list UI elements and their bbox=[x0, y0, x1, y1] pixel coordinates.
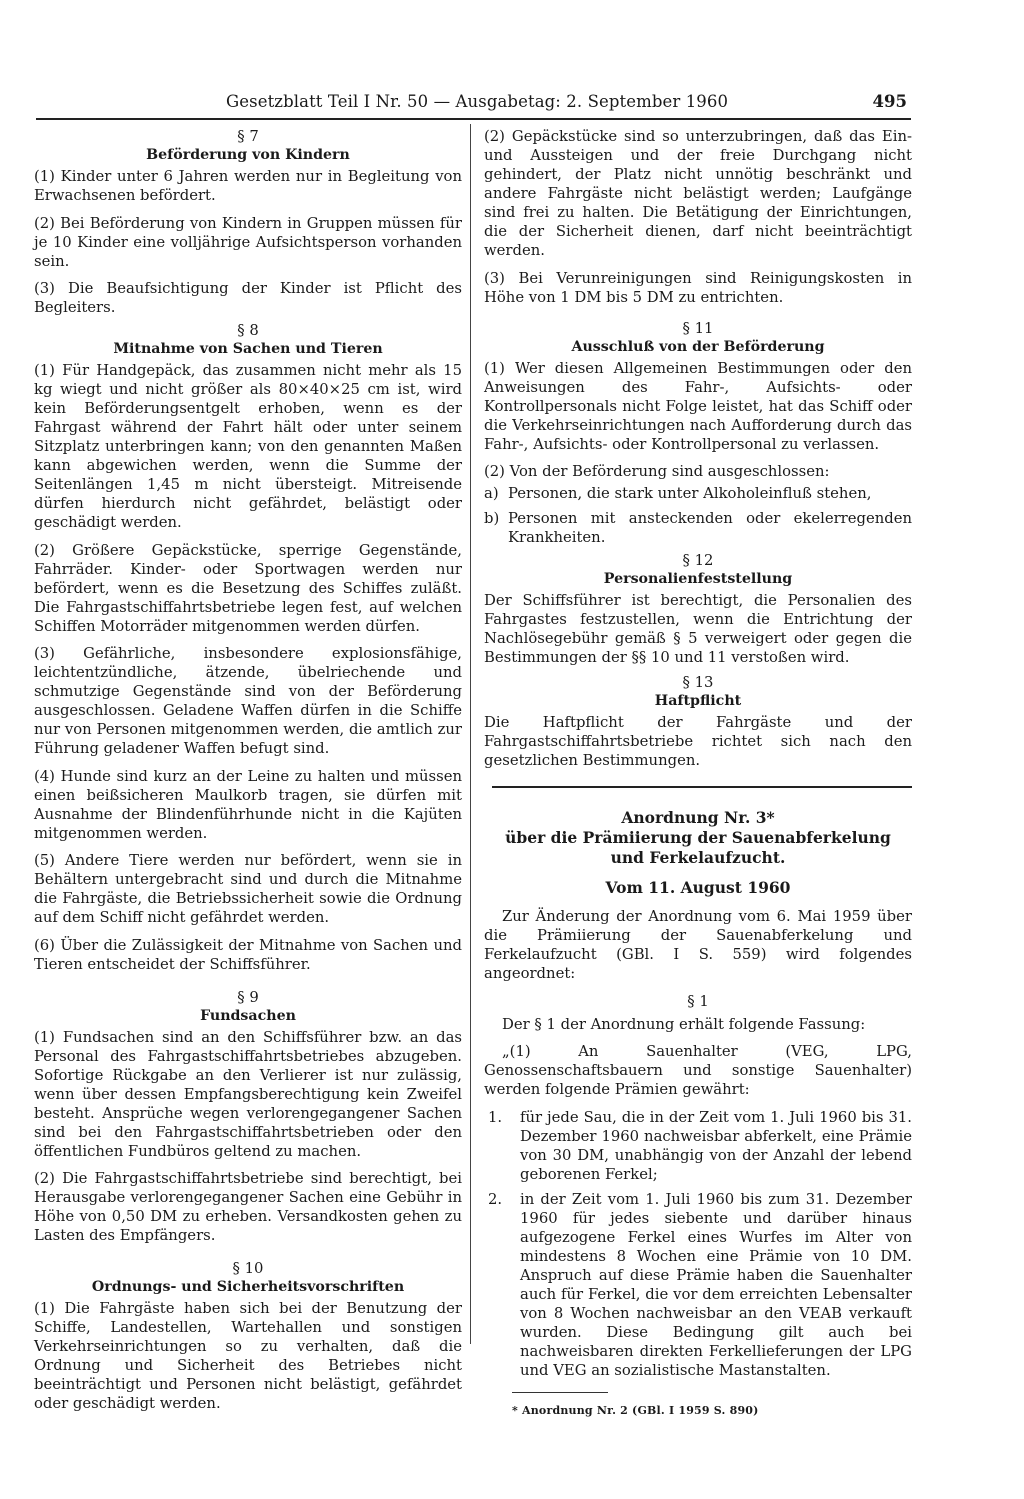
section-7-paragraph: (1) Kinder unter 6 Jahren werden nur in Begleitung von Erwachsenen befördert. bbox=[34, 168, 462, 204]
page-number: 495 bbox=[872, 92, 907, 111]
list-item bbox=[484, 509, 912, 547]
section-8-heading: Mitnahme von Sachen und Tieren bbox=[113, 341, 383, 357]
list-marker: 2. bbox=[488, 1190, 503, 1208]
section-13-number: § 13 bbox=[682, 674, 714, 691]
right-column bbox=[484, 127, 912, 1420]
section-8-paragraph: (2) Größere Gepäckstücke, sperrige Gegenstände, Fahrräder. Kinder- oder Sportwagen werden nur befördert, wenn es die Besetzung des Schiffes zuläßt. Die Fahrgastschiffahrtsbetriebe legen fest, auf welchen Schiffen Motorräder mitgenommen werden dürfen. bbox=[34, 541, 462, 635]
ordinance-title: und Ferkelaufzucht. bbox=[610, 848, 786, 868]
section-8-paragraph: (6) Über die Zulässigkeit der Mitnahme von Sachen und Tieren entscheidet der Schiffsführer. bbox=[34, 936, 462, 973]
section-8-number: § 8 bbox=[237, 322, 259, 339]
list-item bbox=[484, 1190, 912, 1380]
section-10-number: § 10 bbox=[232, 1260, 264, 1277]
section-10-heading: Ordnungs- und Sicherheitsvorschriften bbox=[91, 1279, 405, 1295]
footnote: * Anordnung Nr. 2 (GBl. I 1959 S. 890) bbox=[512, 1403, 759, 1417]
header-rule bbox=[36, 118, 911, 120]
ordinance-title: Anordnung Nr. 3* bbox=[621, 808, 775, 828]
list-marker: 1. bbox=[488, 1108, 503, 1126]
section-10-paragraph: (2) Gepäckstücke sind so unterzubringen, daß das Ein- und Aussteigen und der freie Durchgang nicht gehindert, der Platz nicht unnötig beschränkt und andere Fahrgäste nicht belästigt werden; Laufgänge sind frei zu halten. Die Betätigung der Einrichtungen, die der Sicherheit dienen, darf nicht beeinträchtigt werden. bbox=[484, 128, 912, 259]
section-11-number: § 11 bbox=[682, 319, 714, 337]
list-item bbox=[484, 1108, 912, 1184]
list-text: für jede Sau, die in der Zeit vom 1. Juli 1960 bis 31. Dezember 1960 nachweisbar abferkelt, eine Prämie von 30 DM, unabhängig von der Anzahl der lebend geborenen Ferkel; bbox=[520, 1108, 912, 1183]
ordinance-section-1-number: § 1 bbox=[687, 992, 709, 1010]
section-10-paragraph: (1) Die Fahrgäste haben sich bei der Benutzung der Schiffe, Landestellen, Wartehallen und sonstigen Verkehrseinrichtungen so zu verhalten, daß die Ordnung und Sicherheit des Betriebes nicht beeinträchtigt und Personen nicht belästigt, gefährdet oder geschädigt werden. bbox=[34, 1300, 462, 1412]
footnote-rule bbox=[512, 1392, 608, 1393]
section-9-paragraph: (1) Fundsachen sind an den Schiffsführer bzw. an das Personal des Fahrgastschiffahrtsbetriebes abzugeben. Sofortige Rückgabe an den Verlierer ist nur zulässig, wenn über dessen Empfangsberechtigung kein Zweifel besteht. Ansprüche wegen verlorengegangener Sachen sind bei den Fahrgastschiffahrtsbetrieben oder den öffentlichen Fundbüros geltend zu machen. bbox=[34, 1028, 462, 1160]
column-divider bbox=[470, 124, 471, 1344]
section-11-paragraph: (1) Wer diesen Allgemeinen Bestimmungen oder den Anweisungen des Fahr-, Aufsichts- oder Kontrollpersonals nicht Folge leistet, hat das Schiff oder die Verkehrseinrichtungen nach Aufforderung durch das Fahr-, Aufsichts- oder Kontrollpersonal zu verlassen. bbox=[484, 359, 912, 453]
section-8-paragraph: (4) Hunde sind kurz an der Leine zu halten und müssen einen beißsicheren Maulkorb tragen, sie dürfen mit Ausnahme der Blindenführhunde nicht in die Kajüten mitgenommen werden. bbox=[34, 767, 462, 842]
list-marker: a) bbox=[484, 485, 499, 502]
ordinance-paragraph: Der § 1 der Anordnung erhält folgende Fassung: bbox=[502, 1015, 866, 1033]
ordinance-paragraph: „(1) An Sauenhalter (VEG, LPG, Genossenschaftsbauern und sonstige Sauenhalter) werden folgende Prämien gewährt: bbox=[484, 1043, 912, 1099]
section-13-heading: Haftpflicht bbox=[654, 693, 742, 709]
section-9-paragraph: (2) Die Fahrgastschiffahrtsbetriebe sind berechtigt, bei Herausgabe verlorengegangener Sachen eine Gebühr in Höhe von 0,50 DM zu erheben. Versandkosten gehen zu Lasten des Empfängers. bbox=[34, 1170, 462, 1244]
section-8-paragraph: (3) Gefährliche, insbesondere explosionsfähige, leichtentzündliche, ätzende, übelriechende und schmutzige Gegenstände sind von der Beförderung ausgeschlossen. Geladene Waffen dürfen in die Schiffe nur von Personen mitgenommen werden, die amtlich zur Führung geladener Waffen befugt sind. bbox=[34, 645, 462, 757]
ordinance-title: über die Prämiierung der Sauenabferkelung bbox=[505, 828, 891, 848]
section-12-number: § 12 bbox=[682, 552, 714, 569]
header-title: Gesetzblatt Teil I Nr. 50 — Ausgabetag: 2. September 1960 bbox=[226, 92, 729, 111]
section-12-heading: Personalienfeststellung bbox=[603, 571, 793, 587]
section-divider bbox=[492, 786, 912, 788]
section-10-paragraph: (3) Bei Verunreinigungen sind Reinigungskosten in Höhe von 1 DM bis 5 DM zu entrichten. bbox=[484, 269, 912, 306]
list-text: Personen mit ansteckenden oder ekelerregenden Krankheiten. bbox=[508, 510, 912, 546]
section-9-number: § 9 bbox=[237, 988, 259, 1006]
section-7-heading: Beförderung von Kindern bbox=[146, 147, 350, 163]
ordinance-intro: Zur Änderung der Anordnung vom 6. Mai 1959 über die Prämiierung der Sauenabferkelung und Ferkelaufzucht (GBl. I S. 559) wird folgendes angeordnet: bbox=[484, 908, 912, 983]
section-8-paragraph: (1) Für Handgepäck, das zusammen nicht mehr als 15 kg wiegt und nicht größer als 80×40×25 cm ist, wird kein Beförderungsentgelt erhoben, wenn es der Fahrgast während der Fahrt hält oder unter seinem Sitzplatz unterbringen kann; von den genannten Maßen kann abgewichen werden, wenn die Summe der Seitenlängen 1,45 m nicht übersteigt. Mitreisende dürfen hierdurch nicht gefährdet, belästigt oder geschädigt werden. bbox=[34, 362, 462, 531]
section-7-paragraph: (3) Die Beaufsichtigung der Kinder ist Pflicht des Begleiters. bbox=[34, 280, 462, 316]
section-11-paragraph: (2) Von der Beförderung sind ausgeschlossen: bbox=[484, 463, 830, 480]
section-9-heading: Fundsachen bbox=[200, 1007, 296, 1024]
list-text: in der Zeit vom 1. Juli 1960 bis zum 31. Dezember 1960 für jedes siebente und darüber hinaus aufgezogene Ferkel eines Wurfes im Alter von mindestens 8 Wochen eine Prämie von 10 DM. Anspruch auf diese Prämie haben die Sauenhalter auch für Ferkel, die vor dem erreichten Lebensalter von 8 Wochen nachweisbar an den VEAB verkauft wurden. Diese Bedingung gilt auch bei nachweisbaren direkten Ferkellieferungen der LPG und VEG an sozialistische Mastanstalten. bbox=[520, 1190, 912, 1379]
left-column bbox=[34, 127, 462, 1422]
section-8-paragraph: (5) Andere Tiere werden nur befördert, wenn sie in Behältern untergebracht sind und durch die Mitnahme die Fahrgäste, die Betriebssicherheit sowie die Ordnung auf dem Schiff nicht gefährdet werden. bbox=[34, 852, 462, 926]
ordinance-date: Vom 11. August 1960 bbox=[605, 878, 791, 898]
list-item bbox=[484, 484, 912, 503]
section-7-number: § 7 bbox=[237, 128, 259, 145]
page-header bbox=[36, 92, 911, 118]
section-13-paragraph: Die Haftpflicht der Fahrgäste und der Fahrgastschiffahrtsbetriebe richtet sich nach den gesetzlichen Bestimmungen. bbox=[484, 714, 912, 769]
section-7-paragraph: (2) Bei Beförderung von Kindern in Gruppen müssen für je 10 Kinder eine volljährige Aufsichtsperson vorhanden sein. bbox=[34, 214, 462, 270]
list-text: Personen, die stark unter Alkoholeinfluß stehen, bbox=[508, 485, 872, 502]
list-marker: b) bbox=[484, 510, 500, 527]
section-12-paragraph: Der Schiffsführer ist berechtigt, die Personalien des Fahrgastes festzustellen, wenn die Entrichtung der Nachlösegebühr gemäß § 5 verweigert oder gegen die Bestimmungen der §§ 10 und 11 verstoßen wird. bbox=[484, 592, 912, 666]
section-11-heading: Ausschluß von der Beförderung bbox=[571, 338, 825, 355]
